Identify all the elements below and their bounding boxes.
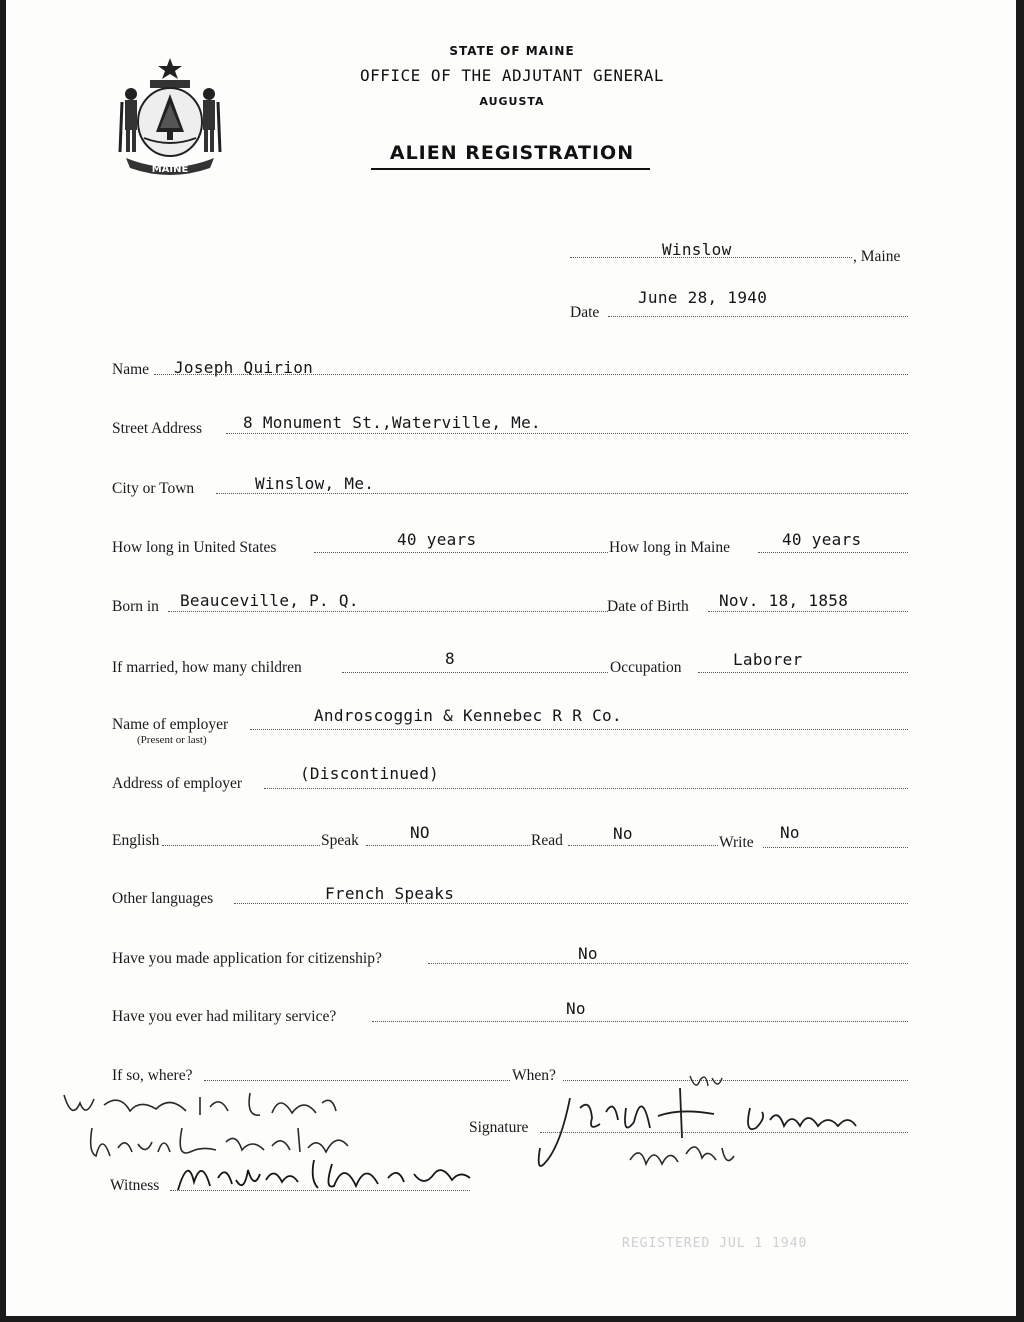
employer-address-value: (Discontinued): [300, 764, 440, 783]
city-label: City or Town: [112, 480, 195, 497]
employer-label: Name of employer: [112, 716, 229, 733]
form-title: ALIEN REGISTRATION: [389, 142, 635, 164]
read-label: Read: [531, 832, 563, 849]
seal-banner-text: MAINE: [151, 164, 189, 175]
years-us-label: How long in United States: [112, 539, 277, 556]
scan-edge-bottom: [0, 1316, 1024, 1322]
header-city: AUGUSTA: [479, 95, 545, 108]
occupation-line: [698, 672, 908, 673]
write-line: [763, 847, 908, 848]
if-so-where-line: [204, 1080, 510, 1081]
military-line: [372, 1021, 908, 1022]
write-value: No: [780, 823, 800, 842]
occupation-label: Occupation: [610, 659, 682, 676]
occupation-value: Laborer: [733, 650, 803, 669]
children-line: [342, 672, 608, 673]
employer-value: Androscoggin & Kennebec R R Co.: [314, 706, 622, 725]
signature-label: Signature: [469, 1119, 529, 1136]
years-maine-value: 40 years: [782, 530, 862, 549]
witness-marcou-signature: [174, 1150, 474, 1196]
read-value: No: [613, 824, 633, 843]
born-in-value: Beauceville, P. Q.: [180, 591, 359, 610]
archive-stamp: REGISTERED JUL 1 1940: [622, 1236, 808, 1251]
when-label: When?: [512, 1067, 556, 1084]
city-value: Winslow, Me.: [255, 474, 375, 493]
years-us-value: 40 years: [397, 530, 477, 549]
military-value: No: [566, 999, 586, 1018]
if-so-where-label: If so, where?: [112, 1067, 193, 1084]
other-languages-line: [234, 903, 908, 904]
date-of-birth-value: Nov. 18, 1858: [719, 591, 849, 610]
location-town-value: Winslow: [662, 240, 732, 259]
street-address-value: 8 Monument St.,Waterville, Me.: [243, 413, 541, 432]
employer-line: [250, 729, 908, 730]
read-line: [568, 845, 718, 846]
children-value: 8: [445, 649, 455, 668]
employer-address-line: [264, 788, 908, 789]
years-maine-label: How long in Maine: [609, 539, 730, 556]
other-languages-value: French Speaks: [325, 884, 455, 903]
born-in-line: [168, 611, 608, 612]
scan-edge-right: [1016, 0, 1024, 1322]
other-languages-label: Other languages: [112, 890, 214, 907]
citizenship-line: [428, 963, 908, 964]
english-line: [162, 845, 320, 846]
applicant-signature-mark: [530, 1068, 870, 1178]
witness-to-mark-handwriting: [60, 1085, 350, 1125]
date-of-birth-label: Date of Birth: [607, 598, 689, 615]
years-us-line: [314, 552, 608, 553]
write-label: Write: [719, 834, 754, 851]
date-line: [608, 316, 908, 317]
citizenship-value: No: [578, 944, 598, 963]
born-in-label: Born in: [112, 598, 159, 615]
military-label: Have you ever had military service?: [112, 1008, 337, 1025]
header-state: STATE OF MAINE: [449, 44, 575, 58]
city-line: [216, 493, 908, 494]
employer-sublabel: (Present or last): [137, 734, 207, 746]
date-of-birth-line: [708, 611, 908, 612]
children-label: If married, how many children: [112, 659, 302, 676]
date-value: June 28, 1940: [638, 288, 768, 307]
header-office: OFFICE OF THE ADJUTANT GENERAL: [360, 66, 664, 85]
witness-label: Witness: [110, 1177, 160, 1194]
employer-address-label: Address of employer: [112, 775, 242, 792]
title-underline: [371, 168, 650, 170]
name-value: Joseph Quirion: [174, 358, 314, 377]
street-address-label: Street Address: [112, 420, 202, 437]
street-address-line: [226, 433, 908, 434]
speak-label: Speak: [321, 832, 359, 849]
years-maine-line: [758, 552, 908, 553]
scan-edge-left: [0, 0, 6, 1322]
english-label: English: [112, 832, 160, 849]
date-label: Date: [570, 304, 600, 321]
location-state-label: , Maine: [853, 248, 901, 265]
speak-line: [366, 845, 530, 846]
speak-value: NO: [410, 823, 430, 842]
name-label: Name: [112, 361, 150, 378]
citizenship-label: Have you made application for citizenship?: [112, 950, 382, 967]
